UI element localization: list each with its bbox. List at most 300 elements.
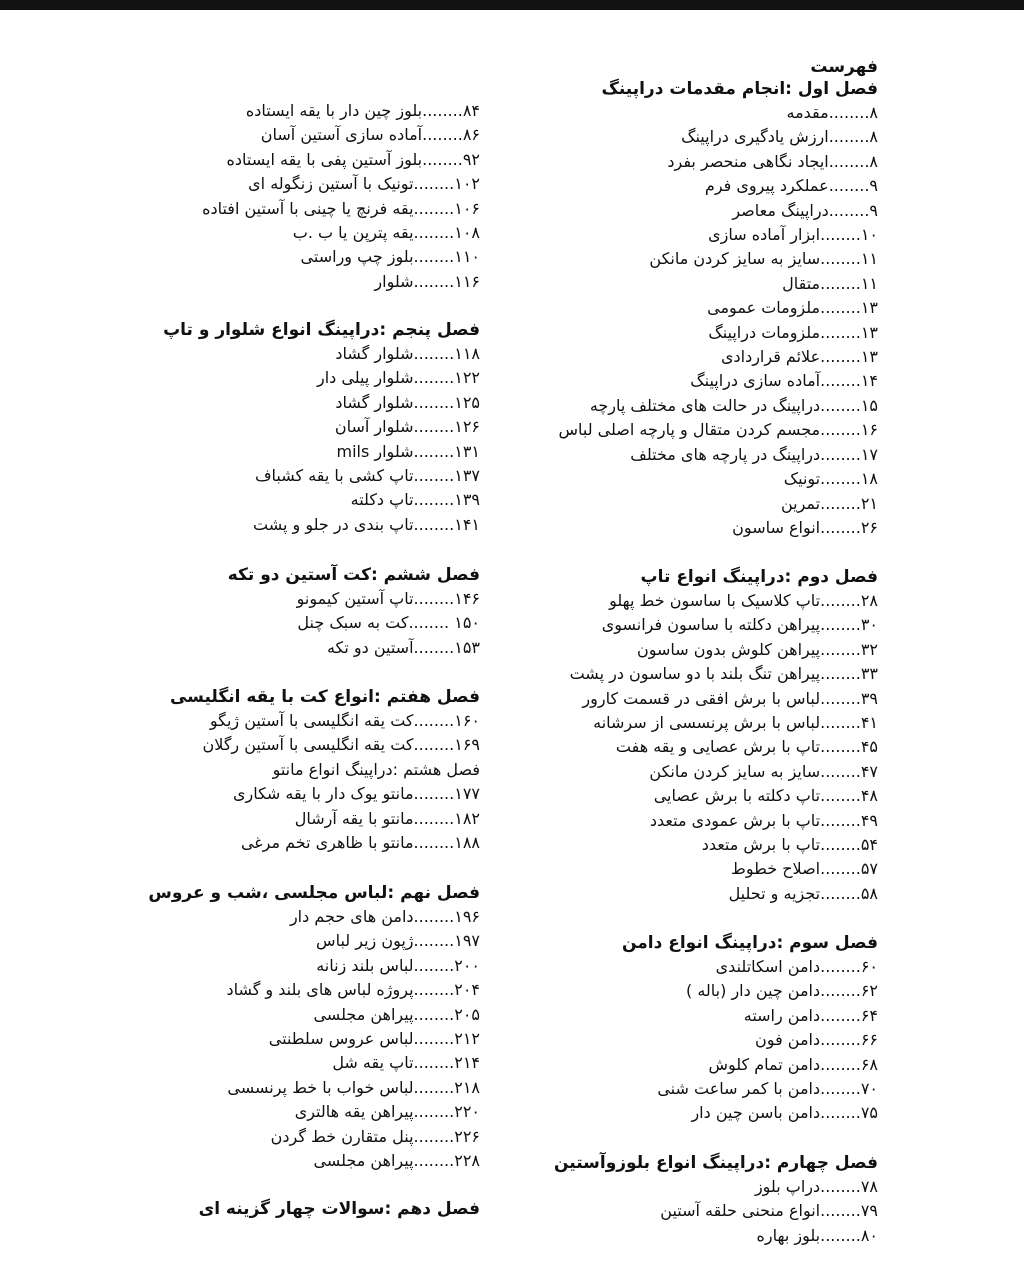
toc-entry	[478, 516, 878, 540]
toc-entry	[478, 613, 878, 637]
toc-entry	[80, 782, 480, 806]
page-number: ۱۸۸	[454, 833, 480, 853]
chapter-6	[80, 563, 480, 660]
dot-leader: ........	[820, 1225, 861, 1245]
toc-entry	[80, 733, 480, 757]
dot-leader: ........	[413, 1126, 455, 1146]
toc-entry	[80, 270, 480, 294]
chapter-items	[80, 99, 480, 294]
page-number: ۲۰۴	[454, 980, 480, 1000]
page-number: ۹	[869, 200, 878, 220]
dot-leader: ........	[820, 786, 861, 806]
chapter-items	[80, 342, 480, 537]
chapter-7	[80, 685, 480, 855]
dot-leader: ........	[413, 955, 455, 975]
toc-entry	[80, 954, 480, 978]
page-number: ۱۰	[860, 225, 878, 245]
entry-title: دراپینگ معاصر	[732, 200, 829, 220]
toc-entry	[80, 513, 480, 537]
entry-title: تاپ با برش عصایی و یقه هفت	[615, 737, 821, 757]
toc-entry	[80, 831, 480, 855]
page-number: ۳۳	[860, 664, 878, 684]
chapter-items	[478, 101, 878, 540]
toc-entry	[478, 296, 878, 320]
dot-leader: ........	[413, 1102, 455, 1122]
entry-title: دامن اسکاتلندی	[715, 957, 821, 976]
entry-title: علائم قراردادی	[720, 347, 821, 367]
entry-title: انواع منحنی حلقه آستین	[660, 1201, 821, 1221]
dot-leader: ........	[413, 490, 455, 510]
toc-entry	[478, 809, 878, 833]
chapter-4-continued	[80, 99, 480, 294]
dot-leader: ........	[413, 784, 455, 804]
dot-leader: ........	[413, 735, 455, 755]
toc-entry	[80, 1149, 480, 1173]
page-number: ۴۱	[860, 713, 878, 733]
entry-title: پیراهن یقه هالتری	[294, 1102, 414, 1122]
entry-title: متقال	[782, 273, 821, 293]
entry-title: تونیک	[783, 469, 821, 489]
entry-title: تاپ با برش عمودی متعدد	[649, 810, 821, 830]
top-border	[0, 0, 1024, 10]
entry-title: دامن با کمر ساعت شنی	[657, 1079, 821, 1099]
page-number: ۲۱۸	[454, 1077, 480, 1097]
entry-title: کت به سبک چنل	[297, 613, 409, 633]
entry-title: دامن باسن چین دار	[691, 1103, 821, 1123]
entry-title: ابزار آماده سازی	[708, 225, 821, 245]
page-number: ۱۲۲	[454, 368, 480, 388]
entry-title: آستین دو تکه	[326, 637, 414, 657]
dot-leader: ........	[413, 833, 455, 853]
page-number: ۱۷	[860, 444, 878, 464]
dot-leader: ........	[820, 469, 861, 489]
entry-title: تاپ یقه شل	[332, 1053, 414, 1073]
page-number: ۱۳	[860, 322, 878, 342]
page-number: ۲۱۲	[454, 1029, 480, 1049]
dot-leader: ........	[820, 981, 861, 1001]
entry-title: تاپ دکلته با برش عصایی	[653, 786, 821, 806]
toc-entry	[478, 979, 878, 1003]
page-number: ۵۷	[860, 859, 878, 879]
toc-entry	[478, 223, 878, 247]
toc-entry	[80, 123, 480, 147]
toc-entry	[80, 148, 480, 172]
toc-entry	[478, 1101, 878, 1125]
page-number: ۱۰۲	[454, 174, 480, 194]
toc-entry	[80, 366, 480, 390]
entry-title: شلوار mils	[336, 441, 414, 461]
page-number: ۱۴۱	[454, 514, 480, 534]
toc-entry	[478, 1175, 878, 1199]
toc-entry	[80, 488, 480, 512]
chapter-heading: فصل ششم :کت آستین دو تکه	[227, 565, 480, 585]
page-number: ۲۲۶	[454, 1126, 480, 1146]
entry-title: شلوار آسان	[334, 417, 414, 437]
page-number: ۱۵	[860, 395, 878, 415]
page-number: ۵۸	[860, 883, 878, 903]
entry-title: تاپ با برش متعدد	[701, 835, 821, 855]
page-number: ۳۰	[860, 615, 878, 635]
toc-entry	[478, 174, 878, 198]
dot-leader: ........	[413, 1029, 455, 1049]
entry-title: تجزیه و تحلیل	[728, 883, 821, 903]
entry-title: تاپ آستین کیمونو	[296, 589, 414, 608]
page-number: ۶۰	[860, 957, 878, 976]
chapter-items	[478, 1175, 878, 1248]
entry-title: ایجاد نگاهی منحصر بفرد	[667, 151, 829, 171]
toc-entry	[478, 955, 878, 979]
page-number: ۲۸	[860, 591, 878, 610]
chapter-3	[478, 931, 878, 1126]
toc-entry	[478, 735, 878, 759]
page-number: ۴۷	[860, 761, 878, 781]
toc-entry	[80, 978, 480, 1002]
entry-title: بلوز آستین پفی با یقه ایستاده	[226, 149, 423, 169]
entry-title: مانتو با ظاهری تخم مرغی	[240, 833, 414, 853]
toc-entry	[478, 272, 878, 296]
page-number: ۱۳۱	[454, 441, 480, 461]
entry-title: پیراهن مجلسی	[313, 1004, 414, 1024]
dot-leader: ........	[820, 664, 861, 684]
page-number: ۲۱۴	[454, 1053, 480, 1073]
page-number: ۲۱	[860, 493, 878, 513]
entry-title: تونیک با آستین زنگوله ای	[248, 174, 414, 194]
entry-title: ملزومات عمومی	[707, 298, 821, 318]
toc-entry	[80, 807, 480, 831]
entry-title: یقه فرنچ یا چینی با آستین افتاده	[202, 198, 414, 218]
entry-title: کت یقه انگلیسی با آستین ژیگو	[209, 711, 414, 730]
dot-leader: ........	[828, 176, 870, 196]
dot-leader: ........	[413, 808, 455, 828]
dot-leader: ........	[820, 1201, 861, 1221]
toc-entry	[478, 125, 878, 149]
chapter-heading: فصل اول :انجام مقدمات دراپینگ	[601, 79, 878, 99]
entry-title: آماده سازی دراپینگ	[690, 371, 821, 391]
dot-leader: ........	[820, 639, 861, 659]
toc-entry	[478, 882, 878, 906]
dot-leader: ........	[413, 441, 455, 461]
page-number: ۱۲۶	[454, 417, 480, 437]
toc-entry	[478, 857, 878, 881]
entry-title: بلوز چین دار با یقه ایستاده	[245, 101, 423, 120]
toc-entry	[80, 587, 480, 611]
dot-leader: ........	[828, 200, 870, 220]
toc-entry	[478, 443, 878, 467]
toc-entry	[80, 929, 480, 953]
dot-leader: ........	[413, 368, 455, 388]
dot-leader: ........	[820, 688, 861, 708]
dot-leader: ........	[413, 711, 455, 730]
dot-leader: ........	[408, 613, 455, 633]
dot-leader: ........	[413, 980, 455, 1000]
entry-title: لباس با برش پرنسسی از سرشانه	[593, 713, 821, 733]
page-number: ۱۶۹	[454, 735, 480, 755]
entry-title: شلوار گشاد	[335, 344, 414, 363]
page-number: ۱۰۸	[454, 223, 480, 243]
chapter-2	[478, 565, 878, 906]
page-number: ۱۱۸	[454, 344, 480, 363]
page-number: ۱۵۰	[454, 613, 480, 633]
page-number: ۵۴	[860, 835, 878, 855]
page-number: ۶۸	[860, 1054, 878, 1074]
dot-leader: ........	[413, 637, 455, 657]
toc-entry	[80, 221, 480, 245]
entry-title: عملکرد پیروی فرم	[704, 176, 829, 196]
dot-leader: ........	[413, 1053, 455, 1073]
dot-leader: ........	[828, 127, 870, 147]
dot-leader: ........	[413, 1004, 455, 1024]
dot-leader: ........	[413, 907, 455, 926]
dot-leader: ........	[820, 761, 861, 781]
dot-leader: ........	[413, 417, 455, 437]
toc-entry	[80, 415, 480, 439]
dot-leader: ........	[820, 395, 861, 415]
entry-title: مقدمه	[786, 103, 829, 122]
dot-leader: ........	[820, 591, 861, 610]
toc-entry	[478, 1224, 878, 1248]
toc-entry	[478, 662, 878, 686]
page-number: ۱۱۶	[454, 271, 480, 291]
toc-entry	[478, 321, 878, 345]
entry-title: مجسم کردن متقال و پارچه اصلی لباس	[558, 420, 821, 440]
dot-leader: ........	[820, 615, 861, 635]
toc-entry	[80, 464, 480, 488]
entry-title: لباس عروس سلطنتی	[268, 1029, 414, 1049]
toc-entry	[80, 1051, 480, 1075]
dot-leader: ........	[422, 125, 463, 145]
page-number: ۱۶	[860, 420, 878, 440]
page-number: ۲۲۰	[454, 1102, 480, 1122]
entry-title: ژپون زیر لباس	[316, 931, 414, 951]
toc-entry	[478, 711, 878, 735]
dot-leader: ........	[413, 174, 455, 194]
page-number: ۶۶	[860, 1030, 878, 1050]
entry-title: انواع ساسون	[732, 517, 821, 537]
entry-title: دراپینگ در حالت های مختلف پارچه	[589, 395, 821, 415]
dot-leader: ........	[413, 1077, 455, 1097]
dot-leader: ........	[820, 713, 861, 733]
chapter-heading: فصل دوم :دراپینگ انواع تاپ	[640, 567, 878, 587]
entry-title: شلوار پیلی دار	[317, 368, 414, 388]
chapter-items	[478, 955, 878, 1126]
dot-leader: ........	[413, 514, 455, 534]
dot-leader: ........	[820, 298, 861, 318]
chapter-heading: فصل پنجم :دراپینگ انواع شلوار و تاپ	[163, 320, 480, 340]
entry-title: کت یقه انگلیسی با آستین رگلان	[202, 735, 414, 755]
entry-title: پیراهن تنگ بلند با دو ساسون در پشت	[569, 664, 821, 684]
page-number: ۷۰	[860, 1079, 878, 1099]
toc-entry	[478, 589, 878, 613]
dot-leader: ........	[820, 517, 861, 537]
dot-leader: ........	[820, 444, 861, 464]
entry-title: یقه پترپن یا ب .ب	[292, 223, 414, 243]
chapter-heading: فصل نهم :لباس مجلسی ،شب و عروس	[148, 883, 480, 903]
toc-entry	[478, 394, 878, 418]
page-number: ۸۴	[462, 101, 480, 120]
dot-leader: ........	[413, 1151, 455, 1171]
dot-leader: ........	[820, 810, 861, 830]
entry-title: تاپ دکلته	[350, 490, 414, 510]
toc-entry	[478, 101, 878, 125]
page-number: ۱۳۷	[454, 466, 480, 486]
toc-entry	[80, 342, 480, 366]
dot-leader: ........	[820, 371, 861, 391]
entry-title: تاپ بندی در جلو و پشت	[253, 514, 414, 534]
toc-entry	[478, 345, 878, 369]
chapter-4	[478, 1151, 878, 1248]
toc-entry	[80, 391, 480, 415]
page-number: ۲۶	[860, 517, 878, 537]
chapter-heading: فصل هفتم :انواع کت با یقه انگلیسی	[169, 687, 480, 707]
dot-leader: ........	[820, 1103, 861, 1123]
toc-entry	[80, 99, 480, 123]
entry-title: تاپ کلاسیک با ساسون خط پهلو	[609, 591, 821, 610]
page-number: ۸۶	[462, 125, 480, 145]
toc-entry	[478, 247, 878, 271]
toc-entry	[80, 1027, 480, 1051]
dot-leader: ........	[413, 271, 455, 291]
toc-entry	[478, 1028, 878, 1052]
page-number: ۶۴	[860, 1005, 878, 1025]
page-number: ۱۷۷	[454, 784, 480, 804]
entry-title: بلوز چپ وراستی	[300, 247, 414, 267]
entry-title: سایز به سایز کردن مانکن	[649, 249, 821, 269]
page-number: ۳۲	[860, 639, 878, 659]
dot-leader: ........	[820, 1079, 861, 1099]
chapter-9	[80, 881, 480, 1173]
toc-entry	[80, 245, 480, 269]
entry-title: دامن فون	[755, 1030, 821, 1050]
dot-leader: ........	[828, 151, 870, 171]
page-number: ۴۹	[860, 810, 878, 830]
entry-title: پنل متقارن خط گردن	[270, 1126, 414, 1146]
toc-entry	[478, 1053, 878, 1077]
chapter-heading: فصل دهم :سوالات چهار گزینه ای	[198, 1199, 480, 1219]
chapter-items	[80, 782, 480, 855]
page-number: ۱۱	[860, 273, 878, 293]
dot-leader: ........	[820, 249, 861, 269]
page-number: ۶۲	[860, 981, 878, 1001]
page-number: ۱۳۹	[454, 490, 480, 510]
toc-entry	[80, 1100, 480, 1124]
page-number: ۲۰۵	[454, 1004, 480, 1024]
dot-leader: ........	[820, 1177, 861, 1196]
chapter-items	[478, 589, 878, 906]
toc-entry	[478, 760, 878, 784]
page-number: ۱۴	[860, 371, 878, 391]
toc-entry	[80, 172, 480, 196]
dot-leader: ........	[413, 223, 455, 243]
dot-leader: ........	[820, 957, 861, 976]
chapter-items	[80, 905, 480, 1173]
entry-title: بلوز بهاره	[756, 1225, 821, 1245]
chapter-5	[80, 318, 480, 537]
toc-entry	[478, 638, 878, 662]
entry-title: دامن تمام کلوش	[708, 1054, 821, 1074]
page-number: ۱۵۳	[454, 637, 480, 657]
entry-title: دامن های حجم دار	[289, 907, 414, 926]
page-number: ۲۲۸	[454, 1151, 480, 1171]
toc-entry	[478, 1199, 878, 1223]
toc-entry	[80, 197, 480, 221]
entry-title: پیراهن مجلسی	[313, 1151, 414, 1171]
page-number: ۳۹	[860, 688, 878, 708]
page-number: ۱۸۲	[454, 808, 480, 828]
dot-leader: ........	[413, 931, 455, 951]
entry-title: ارزش یادگیری دراپینگ	[681, 127, 829, 147]
toc-title: فهرست	[810, 57, 878, 77]
toc-entry	[478, 199, 878, 223]
chapter-8-heading: فصل هشتم :دراپینگ انواع مانتو	[272, 759, 480, 779]
page-number: ۹	[869, 176, 878, 196]
toc-entry	[80, 709, 480, 733]
page-number: ۴۸	[860, 786, 878, 806]
page-number: ۹۲	[462, 149, 480, 169]
entry-title: پروژه لباس های بلند و گشاد	[226, 980, 414, 1000]
page-number: ۷۵	[860, 1103, 878, 1123]
entry-title: دامن چین دار (باله )	[686, 981, 821, 1001]
toc-entry	[80, 611, 480, 635]
entry-title: ملزومات دراپینگ	[708, 322, 821, 342]
dot-leader: ........	[820, 1030, 861, 1050]
dot-leader: ........	[413, 466, 455, 486]
toc-entry	[478, 369, 878, 393]
toc-entry	[80, 1076, 480, 1100]
entry-title: دامن راسته	[743, 1005, 821, 1025]
dot-leader: ........	[820, 322, 861, 342]
chapter-items	[80, 709, 480, 758]
dot-leader: ........	[413, 589, 455, 608]
page-number: ۷۹	[860, 1201, 878, 1221]
page-number: ۱۳	[860, 298, 878, 318]
toc-entry	[478, 467, 878, 491]
entry-title: تاپ کشی با یقه کشباف	[254, 466, 414, 486]
dot-leader: ........	[820, 493, 861, 513]
toc-entry	[478, 1004, 878, 1028]
dot-leader: ........	[820, 1005, 861, 1025]
entry-title: پیراهن دکلته با ساسون فرانسوی	[601, 615, 821, 635]
page-number: ۱۸	[860, 469, 878, 489]
entry-title: مانتو یوک دار با یقه شکاری	[232, 784, 414, 804]
page-number: ۱۶۰	[454, 711, 480, 730]
dot-leader: ........	[820, 835, 861, 855]
page-number: ۷۸	[860, 1177, 878, 1196]
toc-entry	[478, 492, 878, 516]
page-number: ۱۴۶	[454, 589, 480, 608]
page-number: ۸	[869, 151, 878, 171]
dot-leader: ........	[820, 1054, 861, 1074]
page-number: ۱۹۶	[454, 907, 480, 926]
toc-entry	[478, 418, 878, 442]
dot-leader: ........	[820, 273, 861, 293]
entry-title: لباس خواب با خط پرنسسی	[227, 1077, 414, 1097]
entry-title: دراپ بلوز	[754, 1177, 821, 1196]
toc-entry	[80, 440, 480, 464]
dot-leader: ........	[820, 883, 861, 903]
toc-entry	[80, 1125, 480, 1149]
chapter-10	[80, 1197, 480, 1221]
dot-leader: ........	[820, 859, 861, 879]
entry-title: لباس بلند زنانه	[316, 955, 414, 975]
toc-entry	[80, 1003, 480, 1027]
dot-leader: ........	[413, 198, 455, 218]
toc-entry	[80, 905, 480, 929]
page-number: ۱۱	[860, 249, 878, 269]
entry-title: لباس با برش افقی در قسمت کارور	[582, 688, 821, 708]
dot-leader: ........	[413, 344, 455, 363]
page-number: ۱۲۵	[454, 392, 480, 412]
toc-entry	[478, 687, 878, 711]
